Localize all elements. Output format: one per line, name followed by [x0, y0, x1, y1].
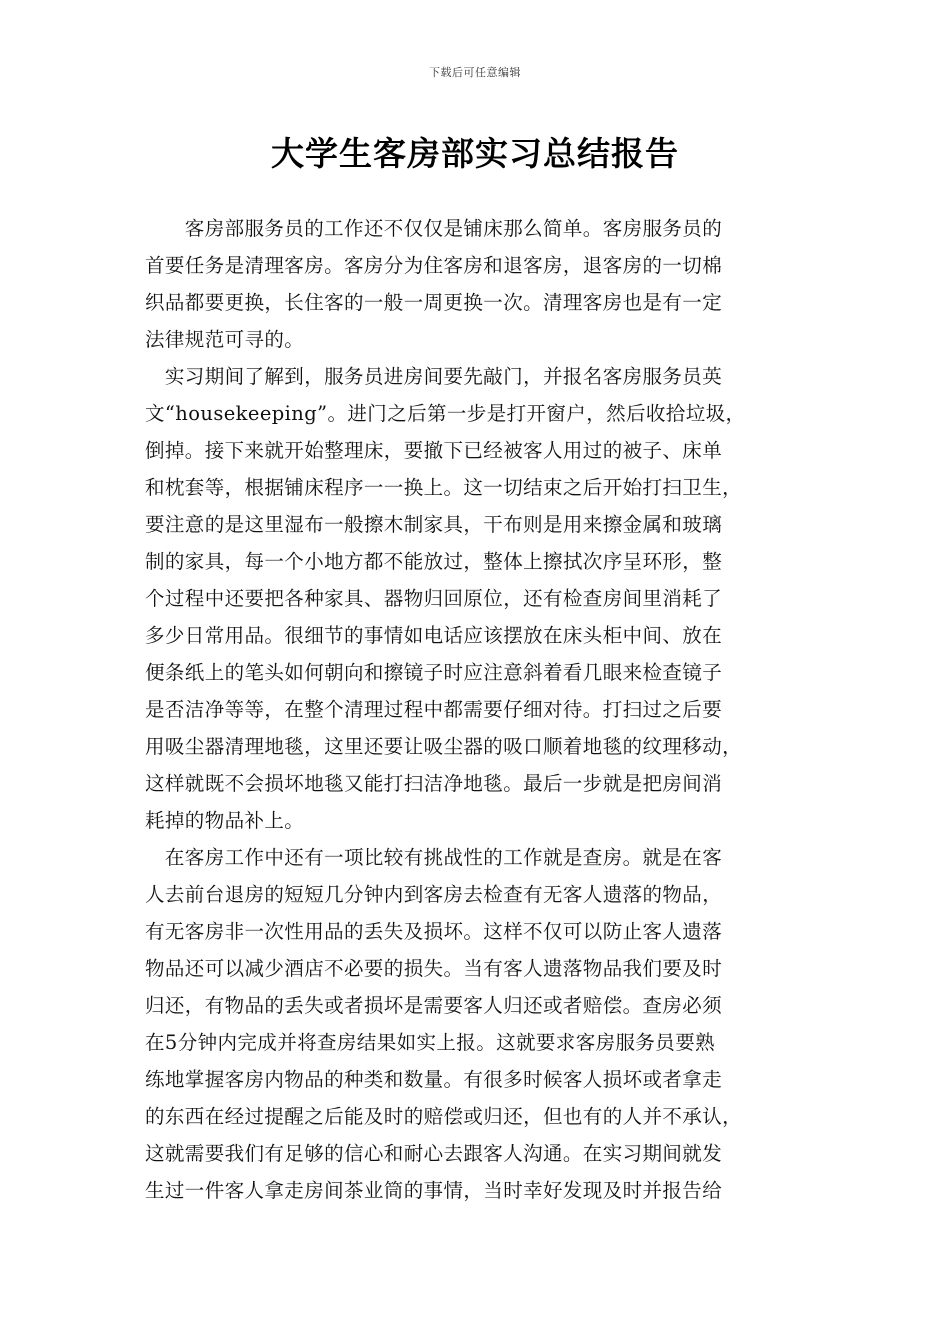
- page-title: 大学生客房部实习总结报告: [271, 134, 679, 173]
- text-line: 织品都要更换，长住客的一般一周更换一次。清理客房也是有一定: [145, 291, 723, 314]
- text-line: 在客房工作中还有一项比较有挑战性的工作就是查房。就是在客: [145, 846, 723, 869]
- text-line: 是否洁净等等，在整个清理过程中都需要仔细对待。打扫过之后要: [145, 698, 723, 721]
- text-line: 倒掉。接下来就开始整理床，要撤下已经被客人用过的被子、床单: [145, 439, 723, 462]
- text-line: 归还，有物品的丢失或者损坏是需要客人归还或者赔偿。查房必须: [145, 994, 723, 1017]
- text-line: 耗掉的物品补上。: [145, 809, 305, 832]
- body-text: [145, 210, 835, 1209]
- text-line: 要注意的是这里湿布一般擦木制家具，干布则是用来擦金属和玻璃: [145, 513, 723, 536]
- text-line: 法律规范可寻的。: [145, 328, 305, 351]
- text-line: 物品还可以减少酒店不必要的损失。当有客人遗落物品我们要及时: [145, 957, 723, 980]
- text-line: 首要任务是清理客房。客房分为住客房和退客房，退客房的一切棉: [145, 254, 723, 277]
- text-line: 在5分钟内完成并将查房结果如实上报。这就要求客房服务员要熟: [145, 1031, 716, 1054]
- text-line: 文“housekeeping”。进门之后第一步是打开窗户，然后收拾垃圾，: [145, 402, 746, 425]
- text-line: 多少日常用品。很细节的事情如电话应该摆放在床头柜中间、放在: [145, 624, 723, 647]
- text-line: 便条纸上的笔头如何朝向和擦镜子时应注意斜着看几眼来检查镜子: [145, 661, 723, 684]
- text-line: 实习期间了解到，服务员进房间要先敲门，并报名客房服务员英: [145, 365, 723, 388]
- text-line: 制的家具，每一个小地方都不能放过，整体上擦拭次序呈环形，整: [145, 550, 723, 573]
- text-line: 用吸尘器清理地毯，这里还要让吸尘器的吸口顺着地毯的纹理移动，: [145, 735, 743, 758]
- text-line: 有无客房非一次性用品的丢失及损坏。这样不仅可以防止客人遗落: [145, 920, 723, 943]
- text-line: 这样就既不会损坏地毯又能打扫洁净地毯。最后一步就是把房间消: [145, 772, 723, 795]
- text-line: 这就需要我们有足够的信心和耐心去跟客人沟通。在实习期间就发: [145, 1142, 723, 1165]
- text-line: 个过程中还要把各种家具、器物归回原位，还有检查房间里消耗了: [145, 587, 723, 610]
- header-note: 下载后可任意编辑: [429, 66, 521, 79]
- text-line: 练地掌握客房内物品的种类和数量。有很多时候客人损坏或者拿走: [145, 1068, 723, 1091]
- text-line: 的东西在经过提醒之后能及时的赔偿或归还，但也有的人并不承认，: [145, 1105, 743, 1128]
- text-line: 生过一件客人拿走房间茶业筒的事情，当时幸好发现及时并报告给: [145, 1179, 723, 1202]
- text-line: 和枕套等，根据铺床程序一一换上。这一切结束之后开始打扫卫生，: [145, 476, 743, 499]
- text-line: 客房部服务员的工作还不仅仅是铺床那么简单。客房服务员的: [145, 217, 723, 240]
- text-line: 人去前台退房的短短几分钟内到客房去检查有无客人遗落的物品，: [145, 883, 723, 906]
